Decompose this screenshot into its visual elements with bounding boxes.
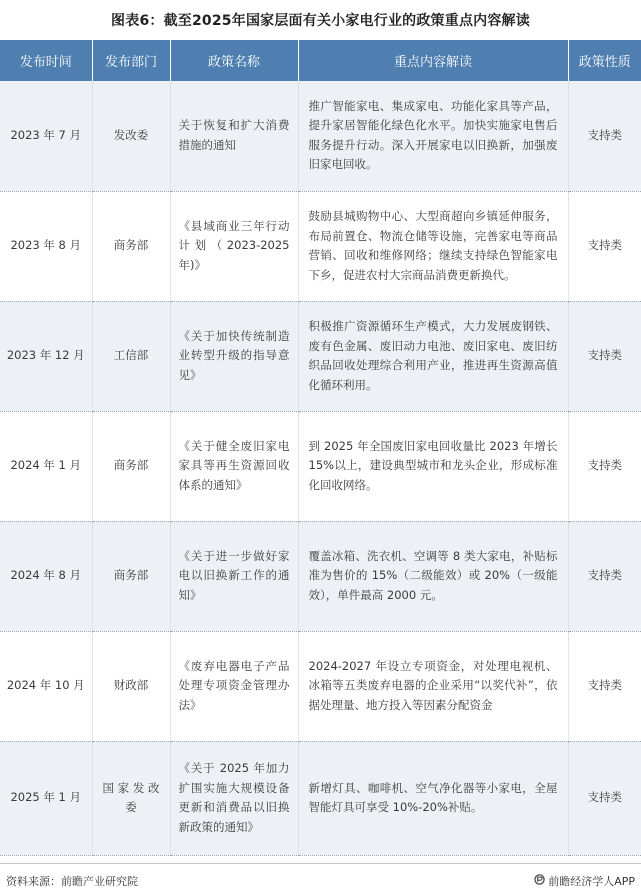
footer [0, 863, 641, 895]
table-row [0, 301, 641, 411]
cell-policy-name: 《关于加快传统制造业转型升级的指导意见》 [170, 301, 298, 411]
cell-nature: 支持类 [568, 191, 641, 301]
cell-nature: 支持类 [568, 411, 641, 521]
cell-nature: 支持类 [568, 631, 641, 741]
policy-table [0, 40, 641, 856]
cell-department: 商务部 [92, 191, 170, 301]
cell-policy-name: 关于恢复和扩大消费措施的通知 [170, 81, 298, 191]
cell-key-points: 鼓励县城购物中心、大型商超向乡镇延伸服务，布局前置仓、物流仓储等设施，完善家电等商品营销、回收和维修网络；继续支持绿色智能家电下乡，促进农村大宗商品消费更新换代。 [298, 191, 568, 301]
cell-department: 工信部 [92, 301, 170, 411]
brand-name: 前瞻经济学人APP [548, 875, 635, 888]
cell-department: 财政部 [92, 631, 170, 741]
table-header-row [0, 40, 641, 81]
column-header-department: 发布部门 [92, 40, 170, 81]
table-row [0, 521, 641, 631]
cell-date: 2023 年 12 月 [0, 301, 92, 411]
cell-date: 2024 年 10 月 [0, 631, 92, 741]
cell-nature: 支持类 [568, 301, 641, 411]
cell-department: 国 家 发 改委 [92, 741, 170, 855]
table-row [0, 81, 641, 191]
qianzhan-logo-icon [534, 874, 545, 888]
cell-nature: 支持类 [568, 521, 641, 631]
cell-department: 发改委 [92, 81, 170, 191]
cell-policy-name: 《县域商业三年行动计 划 （ 2023-2025 年)》 [170, 191, 298, 301]
brand-credit [534, 873, 635, 889]
cell-key-points: 新增灯具、咖啡机、空气净化器等小家电，全屋智能灯具可享受 10%-20%补贴。 [298, 741, 568, 855]
cell-date: 2024 年 1 月 [0, 411, 92, 521]
column-header-key-points: 重点内容解读 [298, 40, 568, 81]
cell-date: 2023 年 8 月 [0, 191, 92, 301]
cell-key-points: 2024-2027 年设立专项资金，对处理电视机、冰箱等五类废弃电器的企业采用“以奖代补”，依据处理量、地方投入等因素分配资金 [298, 631, 568, 741]
table-row [0, 191, 641, 301]
column-header-date: 发布时间 [0, 40, 92, 81]
cell-department: 商务部 [92, 411, 170, 521]
column-header-nature: 政策性质 [568, 40, 641, 81]
cell-key-points: 推广智能家电、集成家电、功能化家具等产品，提升家居智能化绿色化水平。加快实施家电售后服务提升行动。深入开展家电以旧换新，加强废旧家电回收。 [298, 81, 568, 191]
cell-date: 2025 年 1 月 [0, 741, 92, 855]
cell-key-points: 积极推广资源循环生产模式，大力发展废钢铁、废有色金属、废旧动力电池、废旧家电、废旧纺织品回收处理综合利用产业，推进再生资源高值化循环利用。 [298, 301, 568, 411]
cell-policy-name: 《关于健全废旧家电家具等再生资源回收体系的通知》 [170, 411, 298, 521]
cell-key-points: 覆盖冰箱、洗衣机、空调等 8 类大家电，补贴标准为售价的 15%（二级能效）或 20%（一级能效），单件最高 2000 元。 [298, 521, 568, 631]
table-row [0, 741, 641, 855]
cell-key-points: 到 2025 年全国废旧家电回收量比 2023 年增长15%以上，建设典型城市和龙头企业，形成标准化回收网络。 [298, 411, 568, 521]
table-row [0, 411, 641, 521]
cell-department: 商务部 [92, 521, 170, 631]
cell-nature: 支持类 [568, 741, 641, 855]
source-note: 资料来源：前瞻产业研究院 [6, 875, 138, 888]
cell-date: 2023 年 7 月 [0, 81, 92, 191]
cell-policy-name: 《废弃电器电子产品处理专项资金管理办法》 [170, 631, 298, 741]
table-row [0, 631, 641, 741]
cell-policy-name: 《关于 2025 年加力扩围实施大规模设备更新和消费品以旧换新政策的通知》 [170, 741, 298, 855]
column-header-policy-name: 政策名称 [170, 40, 298, 81]
cell-date: 2024 年 8 月 [0, 521, 92, 631]
chart-title: 图表6：截至2025年国家层面有关小家电行业的政策重点内容解读 [111, 13, 530, 29]
cell-policy-name: 《关于进一步做好家电以旧换新工作的通知》 [170, 521, 298, 631]
cell-nature: 支持类 [568, 81, 641, 191]
